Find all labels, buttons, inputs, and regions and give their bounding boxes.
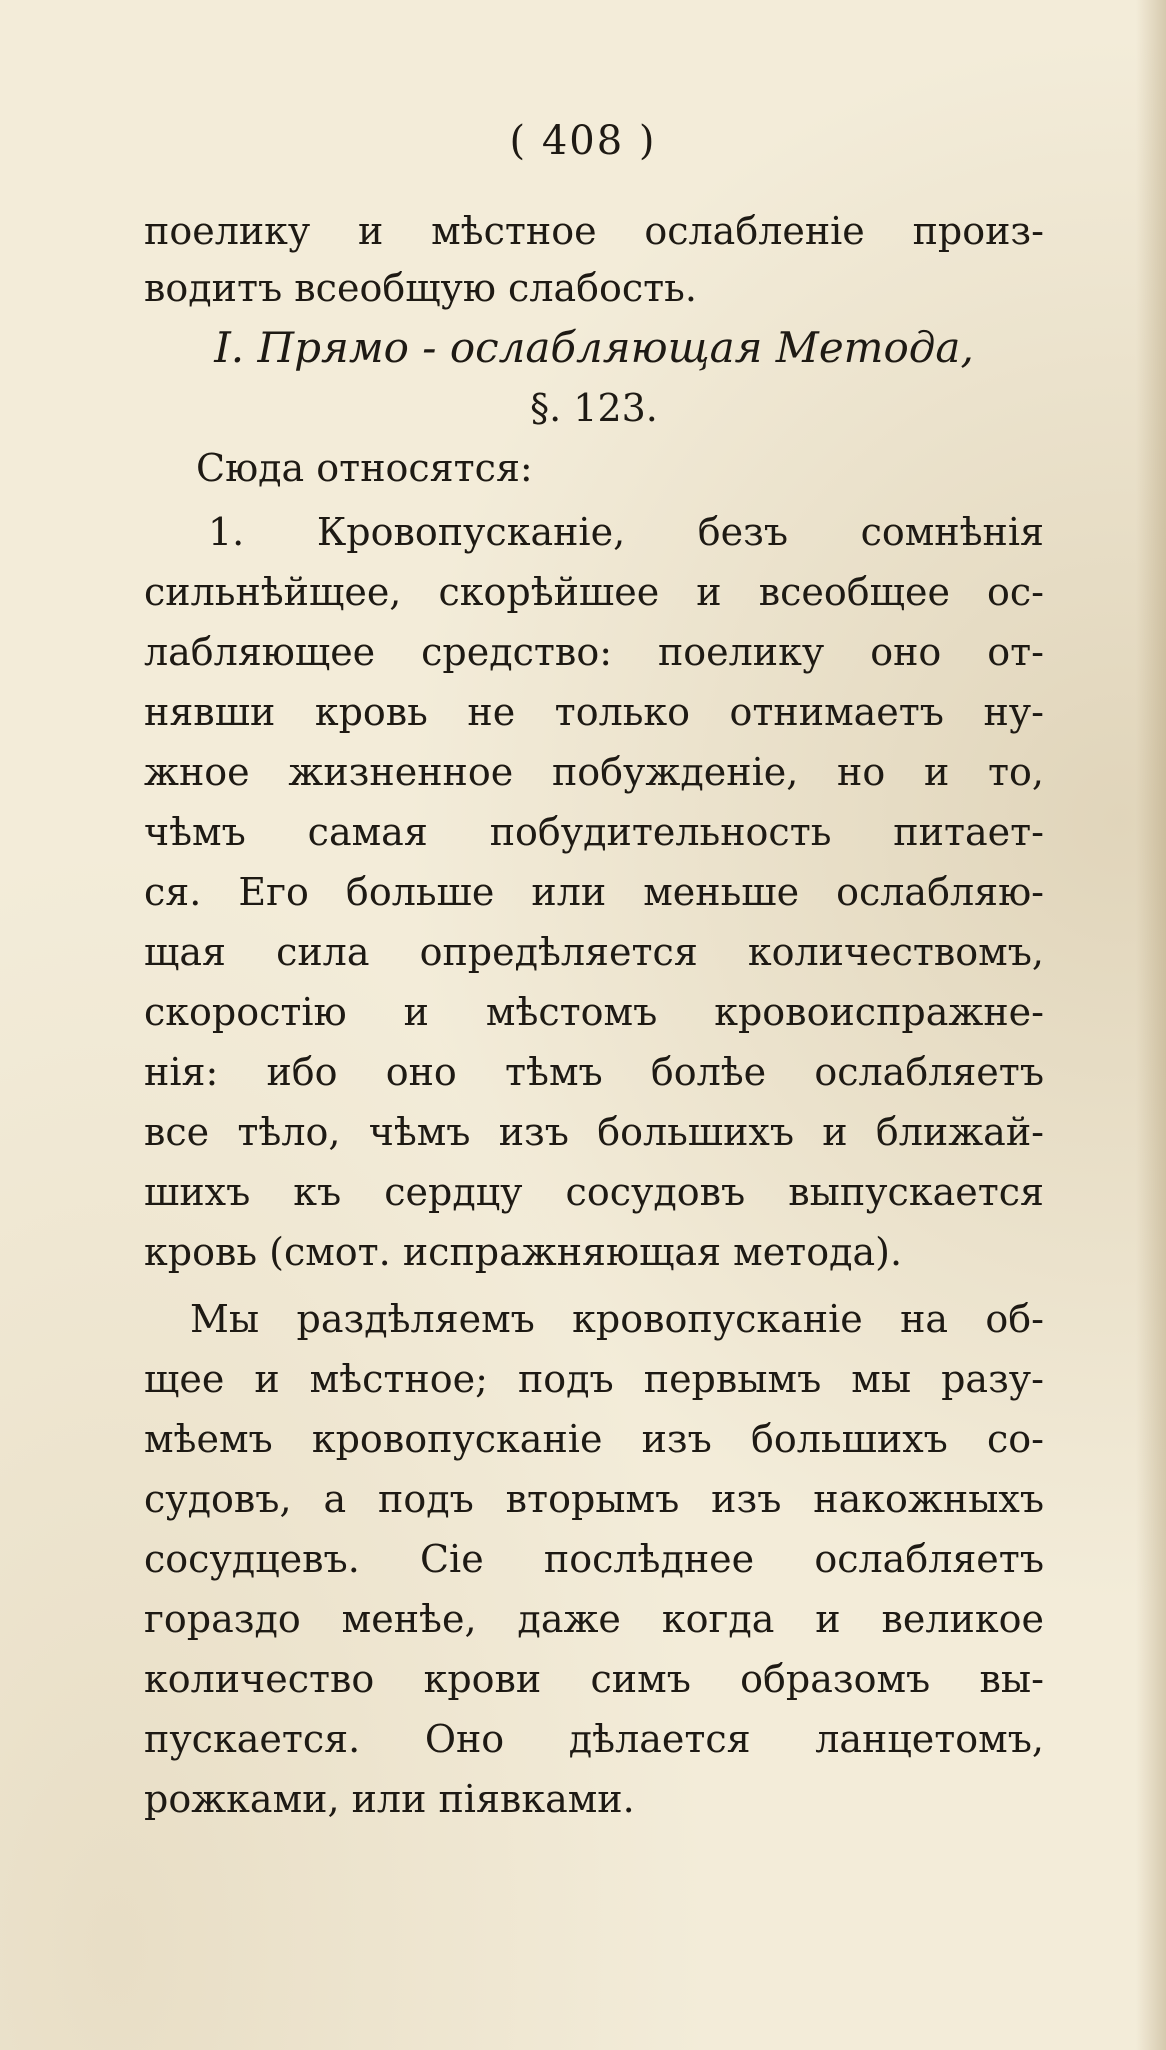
text-line: рожками, или піявками.	[144, 1777, 635, 1821]
text-line: поелику и мѣстное ослабленіе произ-	[144, 209, 1044, 253]
text-line: водитъ всеобщую слабость.	[144, 266, 697, 310]
text-line: щее и мѣстное; подъ первымъ мы разу-	[144, 1357, 1044, 1401]
text-line: шихъ къ сердцу сосудовъ выпускается	[144, 1170, 1044, 1214]
text-line: сосудцевъ. Сіе послѣднее ослабляетъ	[144, 1537, 1044, 1581]
text-line: скоростію и мѣстомъ кровоиспражне-	[144, 990, 1044, 1034]
text-line: кровь (смот. испражняющая метода).	[144, 1230, 903, 1274]
text-line: мѣемъ кровопусканіе изъ большихъ со-	[144, 1417, 1044, 1461]
text-line: все тѣло, чѣмъ изъ большихъ и ближай-	[144, 1110, 1044, 1154]
text-line: лабляющее средство: поелику оно от-	[144, 630, 1044, 674]
section-heading: I. Прямо - ослабляющая Метода,	[214, 323, 974, 372]
text-line: Сюда относятся:	[196, 446, 533, 490]
page-number: ( 408 )	[509, 118, 657, 164]
text-line: 1. Кровопусканіе, безъ сомнѣнія	[208, 510, 1044, 554]
text-line: гораздо менѣе, даже когда и великое	[144, 1597, 1044, 1641]
text-line: пускается. Оно дѣлается ланцетомъ,	[144, 1717, 1044, 1761]
text-line: щая сила опредѣляется количествомъ,	[144, 930, 1044, 974]
text-line: Мы раздѣляемъ кровопусканіе на об-	[190, 1297, 1044, 1341]
text-line: судовъ, а подъ вторымъ изъ накожныхъ	[144, 1477, 1044, 1521]
page-edge-shadow	[1136, 0, 1166, 2050]
text-line: жное жизненное побужденіе, но и то,	[144, 750, 1044, 794]
text-line: ся. Его больше или меньше ослабляю-	[144, 870, 1044, 914]
text-line: количество крови симъ образомъ вы-	[144, 1657, 1044, 1701]
text-line: нія: ибо оно тѣмъ болѣе ослабляетъ	[144, 1050, 1044, 1094]
text-line: чѣмъ самая побудительность питает-	[144, 810, 1044, 854]
text-line: нявши кровь не только отнимаетъ ну-	[144, 690, 1044, 734]
text-line: сильнѣйщее, скорѣйшее и всеобщее ос-	[144, 570, 1044, 614]
paragraph-number: §. 123.	[530, 386, 658, 430]
